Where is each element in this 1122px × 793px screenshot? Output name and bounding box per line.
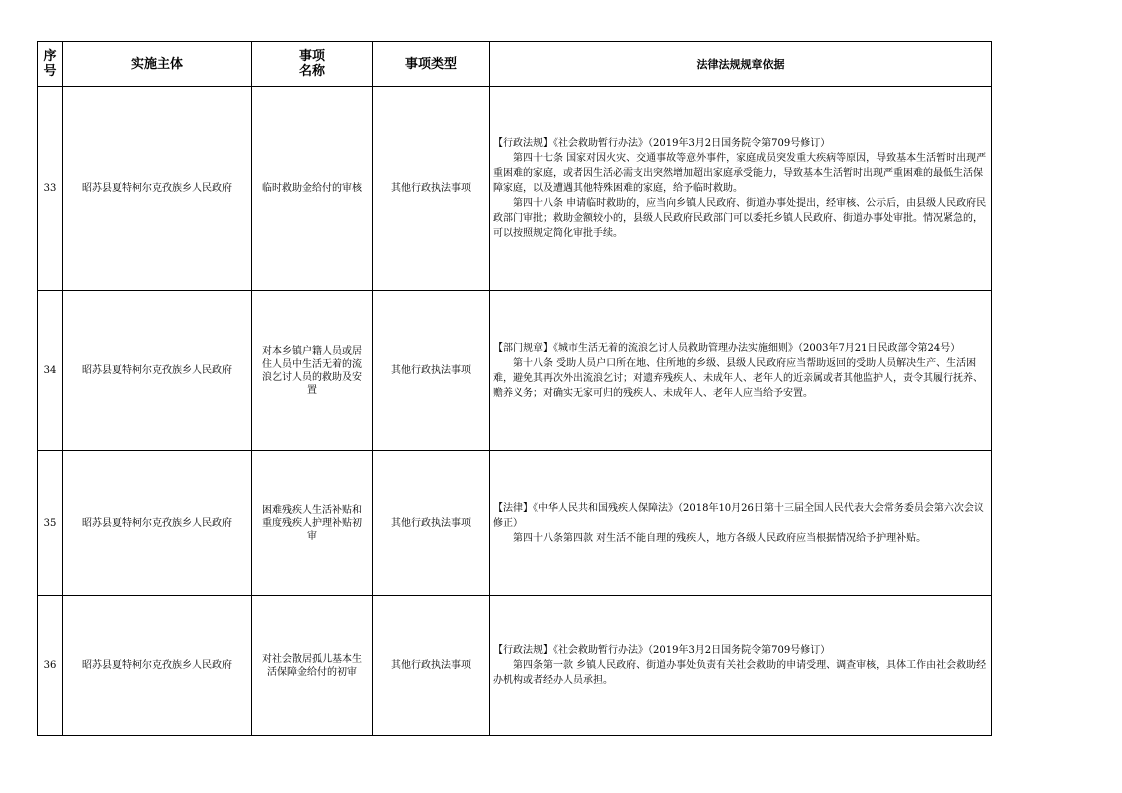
table-row (38, 451, 992, 596)
header-item-type: 事项类型 (373, 42, 490, 87)
row-agent: 昭苏县夏特柯尔克孜族乡人民政府 (63, 87, 252, 291)
row-legal-basis (490, 87, 992, 291)
row-num: 33 (38, 87, 63, 291)
legal-basis-title: 【行政法规】《社会救助暂行办法》（2019年3月2日国务院令第709号修订） (493, 645, 831, 656)
legal-basis-table (37, 41, 992, 736)
row-item-name: 临时救助金给付的审核 (252, 87, 373, 291)
table-row (38, 596, 992, 736)
legal-basis-title: 【部门规章】《城市生活无着的流浪乞讨人员救助管理办法实施细则》（2003年7月21日民政部令第24号） (493, 342, 961, 354)
header-legal-basis: 法律法规规章依据 (490, 42, 992, 87)
row-item-type: 其他行政执法事项 (373, 291, 490, 451)
row-item-name: 对本乡镇户籍人员或居住人员中生活无着的流浪乞讨人员的救助及安置 (252, 291, 373, 451)
legal-basis-title: 【行政法规】《社会救助暂行办法》（2019年3月2日国务院令第709号修订） (493, 138, 831, 149)
row-legal-basis (490, 451, 992, 596)
legal-basis-title: 【法律】《中华人民共和国残疾人保障法》（2018年10月26日第十三届全国人民代表大会常务委员会第六次会议修正） (493, 502, 984, 529)
header-item-name (252, 42, 373, 87)
row-item-name: 困难残疾人生活补贴和重度残疾人护理补贴初审 (252, 451, 373, 596)
row-agent: 昭苏县夏特柯尔克孜族乡人民政府 (63, 291, 252, 451)
header-item-name-line2: 名称 (298, 64, 325, 79)
legal-article: 第四十八条第四款 对生活不能自理的残疾人，地方各级人民政府应当根据情况给予护理补贴。 (513, 532, 927, 544)
row-item-name: 对社会散居孤儿基本生活保障金给付的初审 (252, 596, 373, 736)
row-legal-basis (490, 596, 992, 736)
row-num: 34 (38, 291, 63, 451)
row-item-type: 其他行政执法事项 (373, 451, 490, 596)
row-num: 35 (38, 451, 63, 596)
row-item-type: 其他行政执法事项 (373, 596, 490, 736)
table-row (38, 87, 992, 291)
table-row (38, 291, 992, 451)
legal-article: 第十八条 受助人员户口所在地、住所地的乡级、县级人民政府应当帮助返回的受助人员解决生产、生活困难，避免其再次外出流浪乞讨；对遗弃残疾人、未成年人、老年人的近亲属或者其他监护人，责令其履行抚养、赡养义务；对确实无家可归的残疾人、未成年人、老年人应当给予安置。 (493, 357, 983, 399)
row-agent: 昭苏县夏特柯尔克孜族乡人民政府 (63, 596, 252, 736)
legal-article: 第四条第一款 乡镇人民政府、街道办事处负责有关社会救助的申请受理、调查审核，具体工作由社会救助经办机构或者经办人员承担。 (493, 660, 987, 686)
row-num: 36 (38, 596, 63, 736)
header-num: 序号 (38, 42, 63, 87)
header-agent: 实施主体 (63, 42, 252, 87)
row-agent: 昭苏县夏特柯尔克孜族乡人民政府 (63, 451, 252, 596)
table-header-row (38, 42, 992, 87)
row-legal-basis (490, 291, 992, 451)
row-item-type: 其他行政执法事项 (373, 87, 490, 291)
legal-article: 第四十七条 国家对因火灾、交通事故等意外事件，家庭成员突发重大疾病等原因，导致基本生活暂时出现严重困难的家庭，或者因生活必需支出突然增加超出家庭承受能力，导致基本生活暂时出现严重困难的最低生活保障家庭，以及遭遇其他特殊困难的家庭，给予临时救助。 (493, 153, 987, 194)
header-item-name-line1: 事项 (298, 49, 325, 64)
legal-article: 第四十八条 申请临时救助的，应当向乡镇人民政府、街道办事处提出，经审核、公示后，由县级人民政府民政部门审批；救助金额较小的，县级人民政府民政部门可以委托乡镇人民政府、街道办事处审批。情况紧急的，可以按照规定简化审批手续。 (493, 198, 987, 239)
